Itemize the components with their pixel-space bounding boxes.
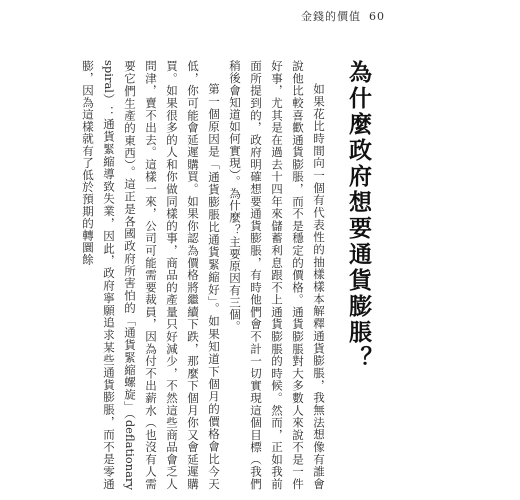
running-head <box>301 8 385 24</box>
paragraph-2-continuation: ）：通貨緊縮導致失業，因此，政府寧願追求某些通貨膨脹，而不是零通膨，因為這樣就有了低於預期的轉圜餘 <box>81 60 116 490</box>
paragraph-1: 如果花比時間向一個有代表性的抽樣樣本解釋通貨膨脹，我無法想像有誰會說他比較喜歡通貨膨脹，而不是穩定的價格。通貨膨脹對大多數人來說不是一件好事，尤其是在過去十四年來儲蓄利息跟不上通貨膨脹的時候。然而，正如我前面所提到的，政府明確想要通貨膨脹，有時他們會不計一切實現這個目標（我們稍後會知道如何實現）。為什麼？主要原因有三個。 <box>228 60 326 490</box>
text-block <box>77 60 370 490</box>
paragraph-2-text: 第一個原因是「通貨膨脹比通貨緊縮好」。如果知道下個月的價格會比今天低，你可能會延遲購買。如果你認為價格將繼續下跌，那麼下個月你又會延遲購買。如果很多的人和你做同樣的事，商品的產量只好減少，不然這些商品會乏人問津，賣不出去。這樣一來，公司可能需要裁員，因為付不出薪水（也沒有人需要它們生產的東西）。這正是各國政府所害怕的「通貨緊縮螺旋」（ <box>123 60 221 490</box>
section-title: 為什麼政府想要通貨膨脹？ <box>345 60 372 372</box>
english-term: deflationary spiral <box>102 60 137 490</box>
paragraph-2 <box>77 60 224 490</box>
page-number: 60 <box>369 10 385 23</box>
book-title: 金錢的價值 <box>301 10 361 23</box>
